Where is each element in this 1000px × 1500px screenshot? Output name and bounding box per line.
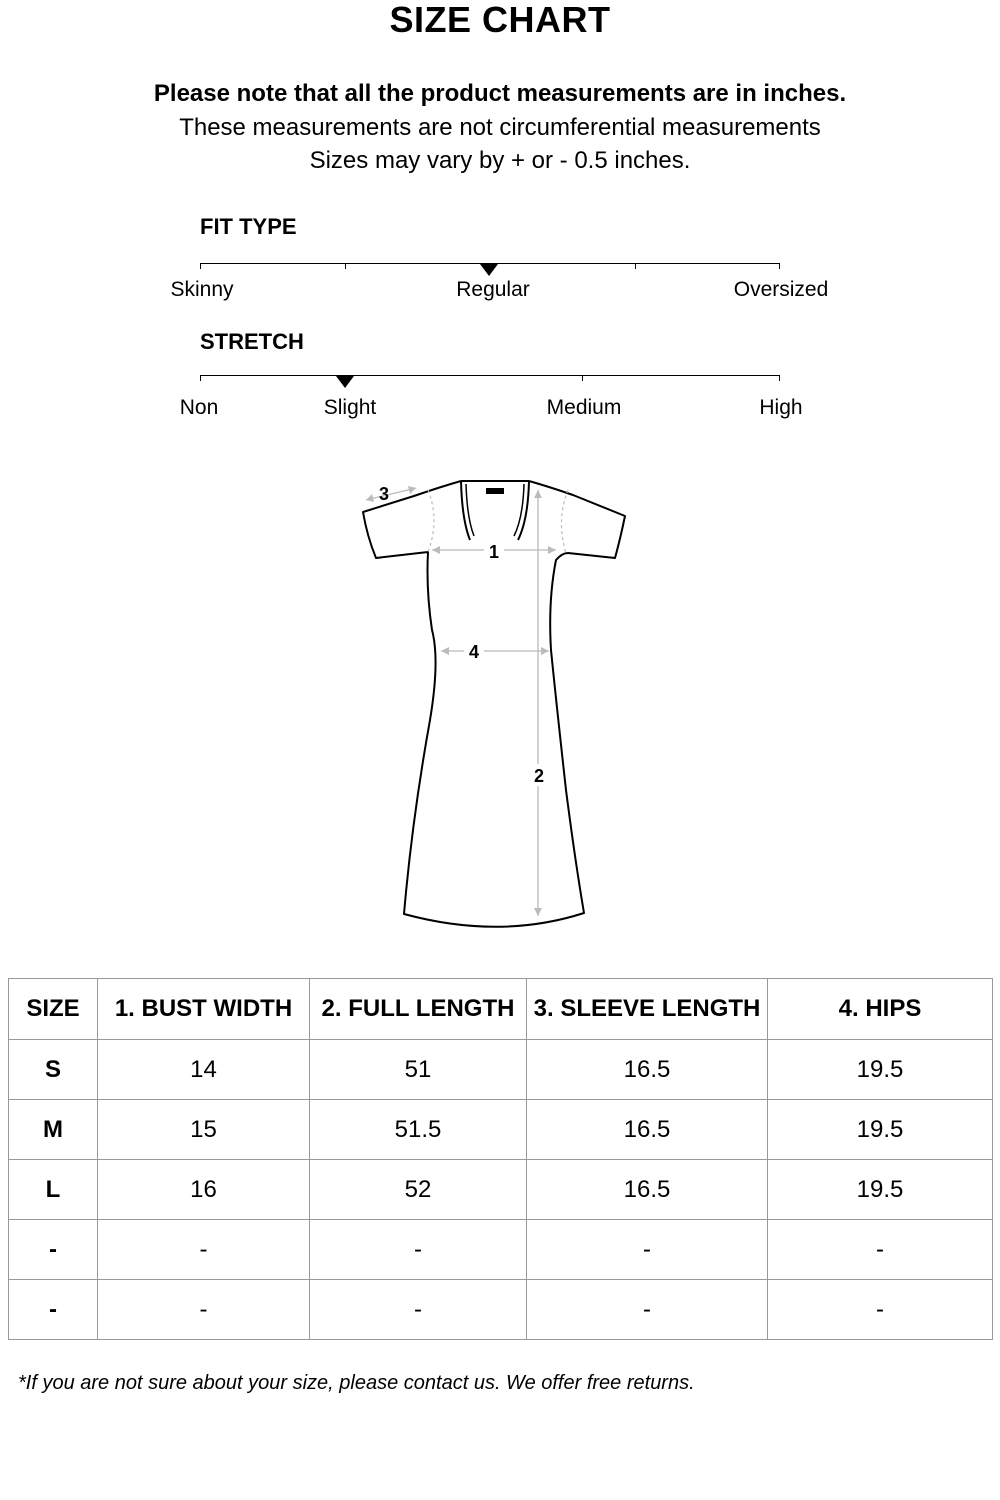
header-size: SIZE bbox=[9, 979, 98, 1040]
table-cell: 16.5 bbox=[527, 1160, 768, 1220]
header-sleeve-length: 3. SLEEVE LENGTH bbox=[527, 979, 768, 1040]
stretch-tick bbox=[779, 375, 780, 381]
table-cell: 51 bbox=[310, 1040, 527, 1100]
table-cell: 15 bbox=[98, 1100, 310, 1160]
table-cell: - bbox=[527, 1220, 768, 1280]
fit-type-label-skinny: Skinny bbox=[170, 278, 234, 301]
table-row bbox=[9, 1220, 993, 1280]
table-row bbox=[9, 1040, 993, 1100]
size-table bbox=[8, 978, 993, 1340]
hips-label: 4 bbox=[468, 642, 480, 662]
table-cell: 16 bbox=[98, 1160, 310, 1220]
header-bust-width: 1. BUST WIDTH bbox=[98, 979, 310, 1040]
table-cell: - bbox=[768, 1280, 993, 1340]
returns-footnote: *If you are not sure about your size, please contact us. We offer free returns. bbox=[18, 1372, 695, 1394]
fit-type-label-regular: Regular bbox=[456, 278, 530, 301]
table-row bbox=[9, 1100, 993, 1160]
table-cell: - bbox=[310, 1220, 527, 1280]
table-header-row bbox=[9, 979, 993, 1040]
fit-type-marker bbox=[480, 264, 498, 276]
header-full-length: 2. FULL LENGTH bbox=[310, 979, 527, 1040]
size-cell: - bbox=[9, 1220, 98, 1280]
table-cell: 19.5 bbox=[768, 1100, 993, 1160]
table-cell: 19.5 bbox=[768, 1040, 993, 1100]
variance-note: Sizes may vary by + or - 0.5 inches. bbox=[309, 147, 691, 174]
header-hips: 4. HIPS bbox=[768, 979, 993, 1040]
table-cell: - bbox=[310, 1280, 527, 1340]
length-label: 2 bbox=[533, 766, 545, 786]
dress-diagram bbox=[340, 470, 660, 940]
stretch-line bbox=[200, 375, 780, 376]
fit-type-tick bbox=[779, 263, 780, 269]
fit-type-title: FIT TYPE bbox=[200, 214, 297, 239]
circumference-note: These measurements are not circumferential measurements bbox=[179, 114, 821, 141]
table-cell: - bbox=[98, 1220, 310, 1280]
stretch-label-high: High bbox=[759, 396, 803, 419]
neck-label bbox=[486, 488, 504, 494]
table-cell: - bbox=[527, 1280, 768, 1340]
table-cell: 19.5 bbox=[768, 1160, 993, 1220]
table-cell: 16.5 bbox=[527, 1100, 768, 1160]
table-cell: - bbox=[768, 1220, 993, 1280]
table-cell: 16.5 bbox=[527, 1040, 768, 1100]
stretch-tick bbox=[582, 375, 583, 381]
bust-label: 1 bbox=[488, 542, 500, 562]
table-row bbox=[9, 1160, 993, 1220]
size-cell: S bbox=[9, 1040, 98, 1100]
fit-type-label-oversized: Oversized bbox=[733, 278, 829, 301]
measurement-note: Please note that all the product measurements are in inches. bbox=[153, 80, 847, 107]
measurement-arrows bbox=[366, 488, 556, 916]
table-row bbox=[9, 1280, 993, 1340]
table-cell: 14 bbox=[98, 1040, 310, 1100]
fit-type-tick bbox=[635, 263, 636, 269]
table-cell: - bbox=[98, 1280, 310, 1340]
stretch-title: STRETCH bbox=[200, 329, 304, 354]
stretch-marker bbox=[336, 376, 354, 388]
fit-type-tick bbox=[200, 263, 201, 269]
stretch-label-slight: Slight bbox=[323, 396, 377, 419]
stretch-label-non: Non bbox=[179, 396, 219, 419]
page-title: SIZE CHART bbox=[389, 0, 611, 40]
stretch-tick bbox=[200, 375, 201, 381]
table-cell: 52 bbox=[310, 1160, 527, 1220]
stretch-label-medium: Medium bbox=[546, 396, 622, 419]
size-cell: - bbox=[9, 1280, 98, 1340]
size-cell: L bbox=[9, 1160, 98, 1220]
sleeve-label: 3 bbox=[378, 484, 390, 504]
fit-type-tick bbox=[345, 263, 346, 269]
table-cell: 51.5 bbox=[310, 1100, 527, 1160]
size-cell: M bbox=[9, 1100, 98, 1160]
